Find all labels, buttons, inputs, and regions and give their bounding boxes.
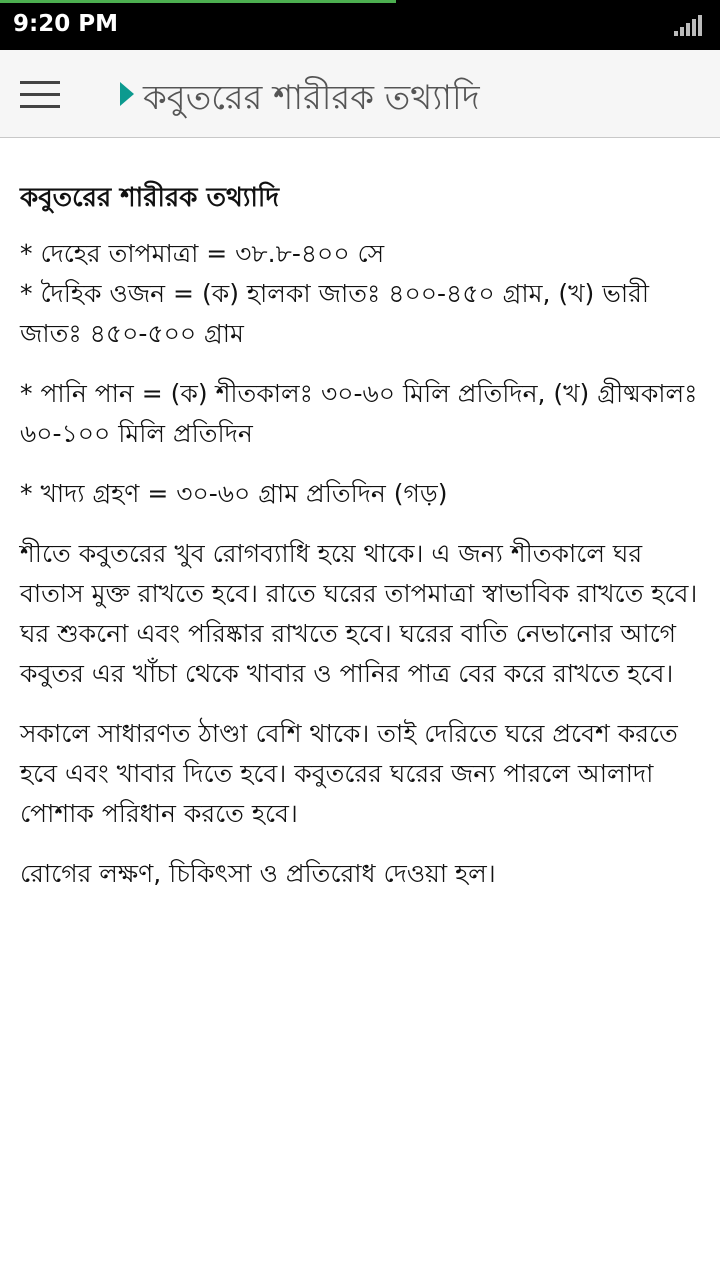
status-time: 9:20 PM: [13, 11, 118, 37]
page-title: কবুতরের শারীরক তথ্যাদি: [143, 78, 480, 118]
winter-care-paragraph: শীতে কবুতরের খুব রোগব্যাধি হয়ে থাকে। এ জন্য শীতকালে ঘর বাতাস মুক্ত রাখতে হবে। রাতে ঘরের তাপমাত্রা স্বাভাবিক রাখতে হবে। ঘর শুকনো এবং পরিষ্কার রাখতে হবে। ঘরের বাতি নেভানোর আগে কবুতর এর খাঁচা থেকে খাবার ও পানির পাত্র বের করে রাখতে হবে।: [20, 539, 698, 688]
page-load-progress-bar: [0, 0, 396, 3]
morning-care-paragraph: সকালে সাধারণত ঠাণ্ডা বেশি থাকে। তাই দেরিতে ঘরে প্রবেশ করতে হবে এবং খাবার দিতে হবে। কবুতরের ঘরের জন্য পারলে আলাদা পোশাক পরিধান করতে হবে।: [20, 719, 678, 828]
article-content: [0, 138, 720, 894]
triangle-right-icon: [120, 82, 134, 106]
water-intake-text: * পানি পান = (ক) শীতকালঃ ৩০-৬০ মিলি প্রতিদিন, (খ) গ্রীষ্মকালঃ ৬০-১০০ মিলি প্রতিদিন: [20, 379, 698, 448]
status-bar: [0, 0, 720, 50]
body-temperature-text: * দেহের তাপমাত্রা = ৩৮.৮-৪০০ সে: [20, 239, 385, 268]
vital-stats-paragraph: [20, 234, 700, 354]
article-heading: কবুতরের শারীরক তথ্যাদি: [20, 183, 280, 213]
body-weight-text: * দৈহিক ওজন = (ক) হালকা জাতঃ ৪০০-৪৫০ গ্রাম, (খ) ভারী জাতঃ ৪৫০-৫০০ গ্রাম: [20, 279, 650, 348]
hamburger-menu-icon[interactable]: [20, 81, 60, 109]
disease-intro-text: রোগের লক্ষণ, চিকিৎসা ও প্রতিরোধ দেওয়া হল।: [20, 859, 496, 888]
app-bar: [0, 50, 720, 138]
food-intake-text: * খাদ্য গ্রহণ = ৩০-৬০ গ্রাম প্রতিদিন (গড়): [20, 479, 448, 508]
signal-strength-icon: [674, 14, 708, 36]
